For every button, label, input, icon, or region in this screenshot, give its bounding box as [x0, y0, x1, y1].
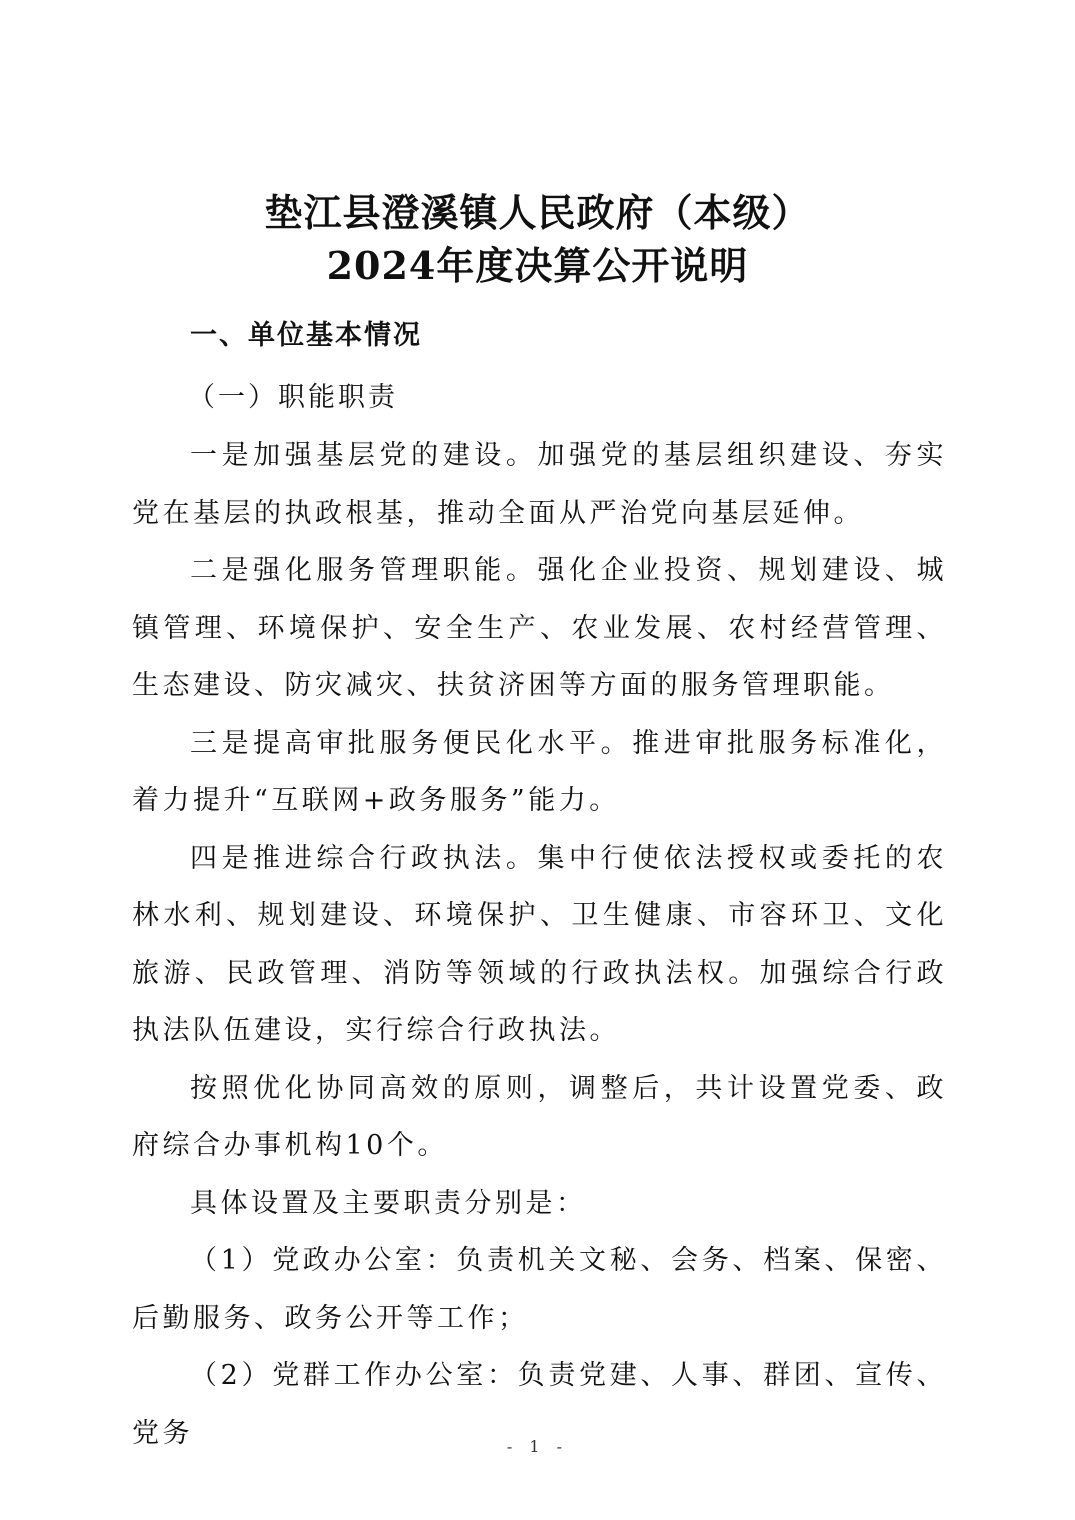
subsection-heading: （一）职能职责: [188, 382, 398, 413]
document-title-line2: 2024年度决算公开说明: [326, 243, 749, 288]
section-heading: 一、单位基本情况: [190, 320, 422, 351]
paragraph: 具体设置及主要职责分别是：: [190, 1187, 587, 1219]
paragraph: 二是强化服务管理职能。强化企业投资、规划建设、城镇管理、环境保护、安全生产、农业发展、农村经营管理、生态建设、防灾减灾、扶贫济困等方面的服务管理职能。: [132, 555, 947, 701]
paragraph: （1）党政办公室：负责机关文秘、会务、档案、保密、后勤服务、政务公开等工作；: [132, 1245, 947, 1334]
page-number: - 1 -: [506, 1437, 569, 1456]
paragraph: （2）党群工作办公室：负责党建、人事、群团、宣传、党务: [132, 1360, 947, 1449]
paragraph: 一是加强基层党的建设。加强党的基层组织建设、夯实党在基层的执政根基，推动全面从严治党向基层延伸。: [132, 440, 947, 529]
body-text: [132, 427, 947, 1462]
paragraph: 三是提高审批服务便民化水平。推进审批服务标准化，着力提升“互联网+政务服务”能力。: [132, 727, 947, 816]
paragraph: 按照优化协同高效的原则，调整后，共计设置党委、政府综合办事机构10个。: [132, 1072, 947, 1161]
paragraph: 四是推进综合行政执法。集中行使依法授权或委托的农林水利、规划建设、环境保护、卫生健康、市容环卫、文化旅游、民政管理、消防等领域的行政执法权。加强综合行政执法队伍建设，实行综合行政执法。: [132, 842, 947, 1046]
document-title-line1: 垫江县澄溪镇人民政府（本级）: [264, 190, 811, 235]
